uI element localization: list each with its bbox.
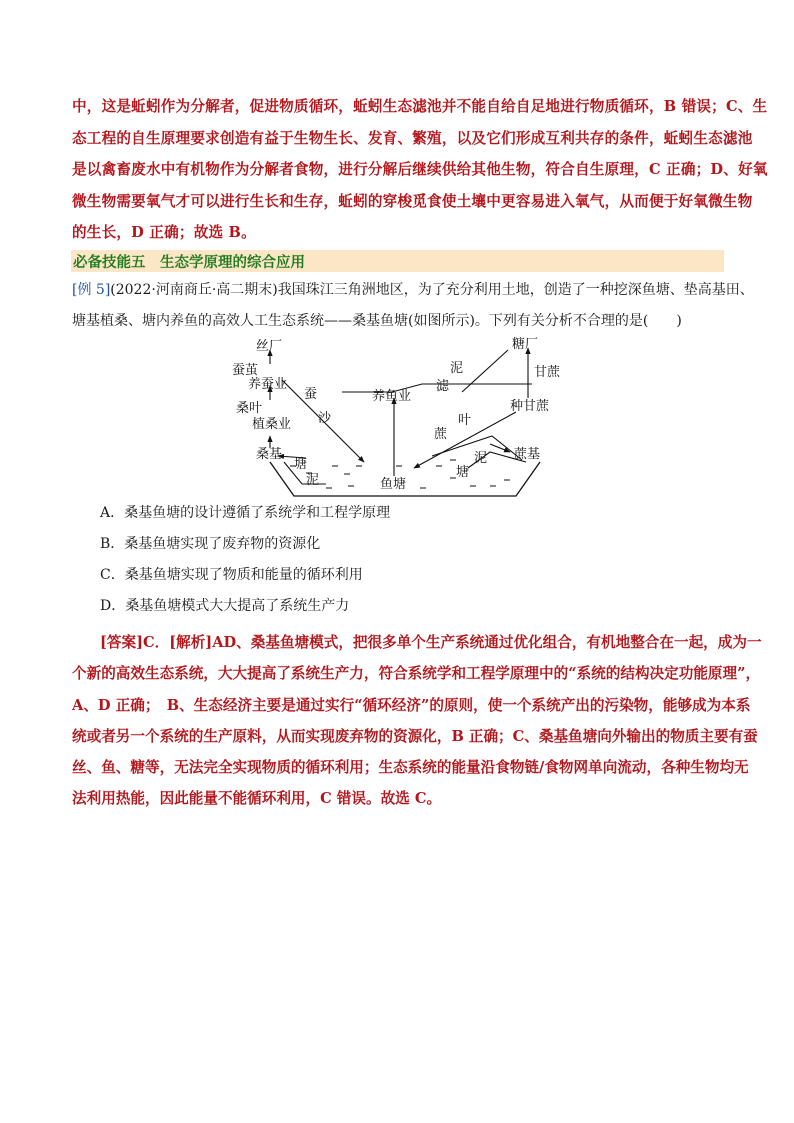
label-silk-factory: 丝厂	[256, 339, 283, 354]
label-dung-1: 蚕	[304, 387, 318, 402]
text-line: 态工程的自生原理要求创造有益于生物生长、发育、繁殖，以及它们形成互利共存的条件，蚯蚓生态滤池	[72, 129, 753, 147]
label-mulberry-leaf: 桑叶	[236, 401, 263, 416]
answer-line: A、D 正确； B、生态经济主要是通过实行“循环经济”的原则，使一个系统产出的污染物，能够成为本系	[72, 696, 751, 714]
label-pond-mud-right-2: 塘	[456, 465, 470, 480]
text-line: 微生物需要氧气才可以进行生长和生存，蚯蚓的穿梭觅食使土壤中更容易进入氧气，从而便于好氧微生物	[72, 192, 753, 210]
label-dung-2: 沙	[318, 411, 332, 426]
section-title: 必备技能五 生态学原理的综合应用	[73, 254, 305, 271]
question-line: 塘基植桑、塘内养鱼的高效人工生态系统——桑基鱼塘(如图所示)。下列有关分析不合理的是( )	[72, 313, 682, 329]
label-sugar-factory: 糖厂	[512, 337, 539, 352]
answer-line: 个新的高效生态系统，大大提高了系统生产力，符合系统学和工程学原理中的“系统的结构决定功能原理”，	[72, 665, 761, 683]
text-line: 是以禽畜废水中有机物作为分解者食物，进行分解后继续供给其他生物，符合自生原理，C 正确；D、好氧	[72, 161, 768, 178]
label-cane-base: 蔗基	[514, 447, 541, 462]
arrow-filter-mud	[462, 350, 508, 392]
example-tag: [例 5]	[72, 282, 111, 298]
label-mulberry-industry: 植桑业	[252, 417, 292, 432]
label-pond-mud-right-1: 泥	[474, 451, 488, 466]
section-heading	[71, 250, 724, 272]
question-text: (2022·河南商丘·高二期末)我国珠江三角洲地区，为了充分利用土地，创造了一种挖深鱼塘、垫高基田、	[110, 282, 754, 298]
explanation-paragraph	[72, 91, 768, 249]
option-b: B．桑基鱼塘实现了废弃物的资源化	[100, 536, 321, 552]
label-silkworm-industry: 养蚕业	[248, 377, 288, 392]
mulberry-fish-pond-diagram	[222, 336, 562, 502]
label-pond-mud-left-1: 塘	[294, 457, 308, 472]
answer-line: 法利用热能，因此能量不能循环利用，C 错误。故选 C。	[72, 790, 442, 808]
question-line	[72, 275, 754, 306]
text-line: 的生长，D 正确；故选 B。	[72, 224, 256, 241]
label-sugarcane: 甘蔗	[534, 365, 561, 380]
question-stem	[72, 275, 754, 337]
label-fish-industry: 养鱼业	[372, 389, 412, 404]
answer-line: 统或者另一个系统的生产原料，从而实现废弃物的资源化，B 正确；C、桑基鱼塘向外输出的物质主要有蚕	[72, 727, 758, 745]
label-sugarcane-growing: 种甘蔗	[510, 399, 550, 414]
answer-explanation	[72, 627, 762, 815]
option-d: D．桑基鱼塘模式大大提高了系统生产力	[100, 598, 350, 614]
answer-line: 丝、鱼、糖等，无法完全实现物质的循环利用；生态系统的能量沿食物链/食物网单向流动，各种生物均无	[72, 759, 749, 777]
label-cane-leaf-1: 叶	[458, 413, 472, 428]
label-fish-pond: 鱼塘	[380, 477, 407, 492]
label-filter-mud-2: 滤	[436, 379, 450, 394]
option-c: C．桑基鱼塘实现了物质和能量的循环利用	[100, 567, 363, 583]
label-cocoon: 蚕茧	[232, 363, 259, 378]
text-line: 中，这是蚯蚓作为分解者，促进物质循环，蚯蚓生态滤池并不能自给自足地进行物质循环，B 错误；C、生	[72, 98, 768, 115]
label-pond-mud-left-2: 泥	[306, 473, 320, 488]
answer-line: [答案]C．[解析]AD、桑基鱼塘模式，把很多单个生产系统通过优化组合，有机地整合在一起，成为一	[100, 634, 762, 651]
label-mulberry-base: 桑基	[256, 447, 283, 462]
option-a: A．桑基鱼塘的设计遵循了系统学和工程学原理	[100, 505, 391, 521]
label-filter-mud-1: 泥	[450, 361, 464, 376]
label-cane-leaf-2: 蔗	[434, 427, 448, 442]
